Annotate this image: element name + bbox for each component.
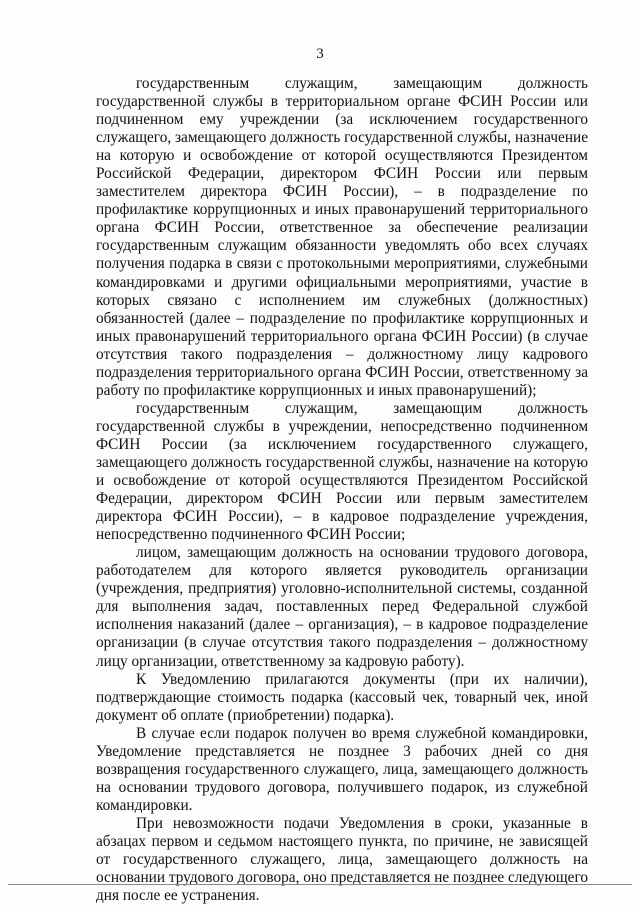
page-number: 3	[316, 46, 324, 62]
paragraph-business-trip: В случае если подарок получен во время служебной командировки, Уведомление представляется не позднее 3 рабочих дней со дня возвращения государственного служащего, лица, замещающего должность на основании трудового договора, получившего подарок, из служебной командировки.	[96, 724, 588, 814]
paragraph-attached-documents: К Уведомлению прилагаются документы (при их наличии), подтверждающие стоимость подарка (кассовый чек, товарный чек, иной документ об оплате (приобретении) подарка).	[96, 670, 588, 724]
paragraph-subordinate-institution: государственным служащим, замещающим должность государственной службы в учреждении, непосредственно подчиненном ФСИН России (за исключением государственного служащего, замещающего должность государственной службы, назначение на которую и освобождение от которой осуществляются Президентом Российской Федерации, директором ФСИН России или первым заместителем директора ФСИН России), – в кадровое подразделение учреждения, непосредственно подчиненного ФСИН России;	[96, 399, 588, 544]
document-body	[96, 75, 588, 905]
bottom-rule-divider	[8, 884, 632, 885]
paragraph-labor-contract: лицом, замещающим должность на основании трудового договора, работодателем для которого является руководитель организации (учреждения, предприятия) уголовно-исполнительной системы, созданной для выполнения задач, поставленных перед Федеральной службой исполнения наказаний (далее – организация), – в кадровое подразделение организации (в случае отсутствия такого подразделения – должностному лицу организации, ответственному за кадровую работу).	[96, 544, 588, 670]
paragraph-impossibility: При невозможности подачи Уведомления в сроки, указанные в абзацах первом и седьмом настоящего пункта, по причине, не зависящей от государственного служащего, лица, замещающего должность на основании трудового договора, оно представляется не позднее следующего дня после ее устранения.	[96, 814, 588, 905]
paragraph-territorial-body: государственным служащим, замещающим должность государственной службы в территориальном органе ФСИН России или подчиненном ему учреждении (за исключением государственного служащего, замещающего должность государственной службы, назначение на которую и освобождение от которой осуществляются Президентом Российской Федерации, директором ФСИН России или первым заместителем директора ФСИН России), – в подразделение по профилактике коррупционных и иных правонарушений территориального органа ФСИН России, ответственное за обеспечение реализации государственным служащим обязанности уведомлять обо всех случаях получения подарка в связи с протокольными мероприятиями, служебными командировками и другими официальными мероприятиями, участие в которых связано с исполнением им служебных (должностных) обязанностей (далее – подразделение по профилактике коррупционных и иных правонарушений территориального органа ФСИН России) (в случае отсутствия такого подразделения – должностному лицу кадрового подразделения территориального органа ФСИН России, ответственному за работу по профилактике коррупционных и иных правонарушений);	[96, 75, 588, 399]
